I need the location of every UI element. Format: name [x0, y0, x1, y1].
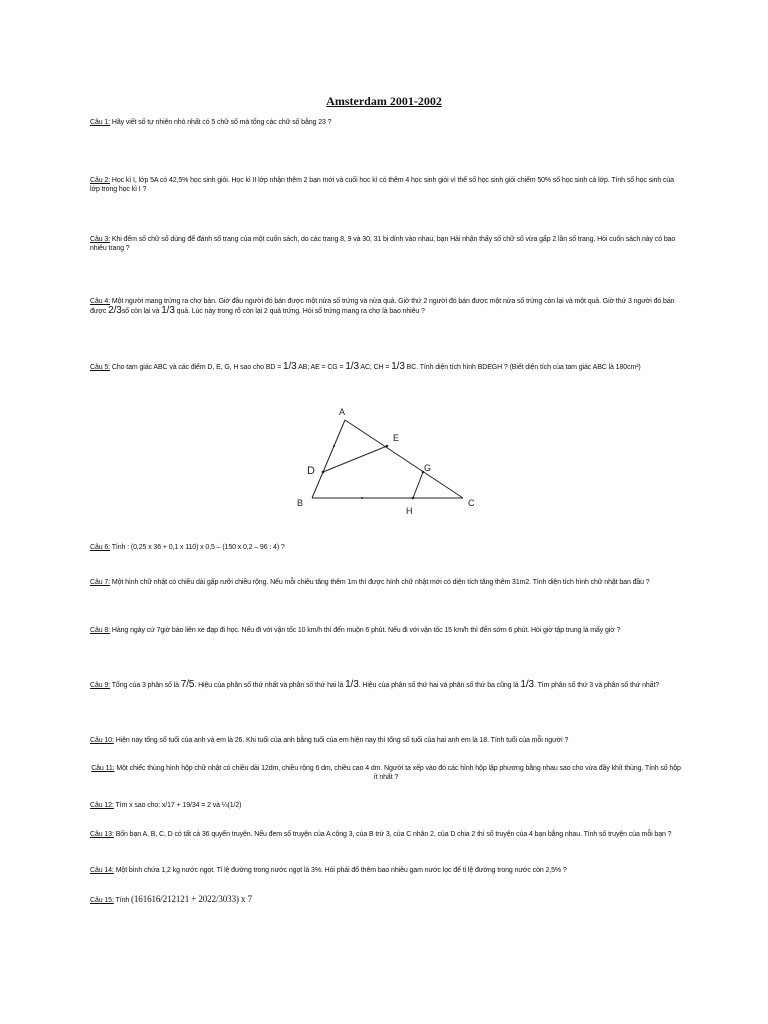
label-h: H — [406, 506, 413, 516]
label-c: C — [468, 498, 475, 508]
question-label: Câu 13: — [90, 831, 114, 838]
question-label: Câu 5: — [90, 364, 111, 371]
question-text-part: Tính — [115, 897, 131, 904]
fraction: 1/3 — [520, 679, 534, 690]
segment-gh — [413, 472, 423, 498]
question-text-part: Một người mang trứng ra chợ bán. Giờ đầu người đó bán được một nửa số trứng và nửa quả. Giờ thứ 2 người đó bán được một nửa số trứng còn lại và một quả. Giờ thứ 3 người đó bán được — [90, 298, 675, 315]
question-label: Câu 10: — [90, 737, 114, 744]
question-6 — [90, 543, 682, 552]
question-label: Câu 12: — [90, 802, 114, 809]
question-label: Câu 9: — [90, 682, 111, 689]
question-text: Một chiếc thùng hình hộp chữ nhật có chiều dài 12dm, chiều rộng 6 dm, chiều cao 4 dm. Người ta xếp vào đó các hình hộp lập phương bằng nhau sao cho vừa đầy khít thùng. Tính số hộp ít nhất ? — [116, 765, 681, 781]
question-text-part: . Hiệu của phân số thứ nhất và phân số thứ hai là — [194, 682, 346, 689]
question-text-part: số còn lại và — [121, 308, 162, 315]
fraction: 2/3 — [108, 305, 122, 316]
question-text: Tìm x sao cho: x/17 + 19/34 = 2 và ¼(1/2) — [115, 802, 242, 809]
question-4 — [90, 297, 682, 316]
question-3 — [90, 235, 682, 253]
question-2 — [90, 176, 682, 194]
question-12 — [90, 801, 682, 810]
question-label: Câu 11: — [91, 765, 115, 772]
question-text-part: AB; AE = CG = — [296, 364, 346, 371]
question-text: Một bình chứa 1,2 kg nước ngọt. Tỉ lệ đường trong nước ngọt là 3%. Hỏi phải đổ thêm bao nhiêu gam nước lọc để tỉ lệ đường trong nước còn 2,5% ? — [115, 867, 567, 874]
question-10 — [90, 736, 682, 745]
question-text-part: BC. Tính diện tích hình BDEGH ? (Biết diện tích của tam giác ABC là 180cm²) — [404, 364, 641, 371]
fraction: 1/3 — [345, 361, 359, 372]
question-text-part: Tổng của 3 phân số là — [111, 682, 181, 689]
question-label: Câu 2: — [90, 177, 111, 184]
question-label: Câu 3: — [90, 236, 111, 243]
question-label: Câu 7: — [90, 579, 111, 586]
label-e: E — [393, 433, 400, 443]
question-label: Câu 15: — [90, 897, 114, 904]
question-11 — [90, 764, 682, 782]
label-a: A — [339, 407, 346, 417]
point-h — [412, 497, 415, 500]
question-label: Câu 14: — [90, 867, 114, 874]
expression: (161616/212121 + 2022/3033) x 7 — [131, 894, 252, 904]
question-8 — [90, 626, 682, 635]
question-text-part: Cho tam giác ABC và các điểm D, E, G, H sao cho BD = — [111, 364, 284, 371]
fraction: 1/3 — [391, 361, 405, 372]
question-13 — [90, 830, 682, 839]
segment-ac — [345, 420, 463, 498]
question-9 — [90, 680, 682, 690]
question-text-part: AC; CH = — [358, 364, 392, 371]
question-text-part: . Tìm phân số thứ 3 và phân số thứ nhất? — [534, 682, 660, 689]
label-d: D — [307, 465, 315, 477]
question-text: Bốn bạn A, B, C, D có tất cả 36 quyển truyện. Nếu đem số truyện của A cộng 3, của B trừ 3, của C nhân 2, của D chia 2 thì số truyện của 4 bạn bằng nhau. Tính số truyện của mỗi bạn ? — [115, 831, 672, 838]
question-text-part: quả. Lúc này trong rổ còn lại 2 quả trứng. Hỏi số trứng mang ra chợ là bao nhiêu ? — [174, 308, 425, 315]
label-g: G — [424, 463, 432, 473]
question-text: Học kì I, lớp 5A có 42,5% học sinh giỏi. Học kì II lớp nhận thêm 2 bạn mới và cuối học kì có thêm 4 học sinh giỏi vì thế số học sinh giỏi chiếm 50% số học sinh cả lớp. Tính số học sinh của lớp trong học kì I ? — [90, 177, 674, 193]
question-text: Hiện nay tổng số tuổi của anh và em là 26. Khi tuổi của anh bằng tuổi của em hiện nay thì tổng số tuổi của hai anh em là 18. Tính tuổi của mỗi người ? — [115, 737, 569, 744]
question-text: Khi đếm số chữ số dùng để đánh số trang của một cuốn sách, do các trang 8, 9 và 30, 31 bị dính vào nhau, bạn Hải nhận thấy số chữ số vừa gấp 2 lần số trang. Hỏi cuốn sách này có bao nhiêu trang ? — [90, 236, 676, 252]
question-text: Hãy viết số tự nhiên nhỏ nhất có 5 chữ số mà tổng các chữ số bằng 23 ? — [111, 119, 332, 126]
fraction: 1/3 — [283, 361, 297, 372]
question-text-part: . Hiệu của phân số thứ hai và phân số thứ ba cũng là — [358, 682, 521, 689]
question-text: Tính : (0,25 x 36 + 0,1 x 110) x 0,5 – (150 x 0,2 – 96 : 4) ? — [111, 544, 285, 551]
triangle-figure — [290, 398, 490, 523]
tick-mark — [333, 445, 335, 447]
question-label: Câu 4: — [90, 298, 111, 305]
question-label: Câu 1: — [90, 119, 111, 126]
question-7 — [90, 578, 682, 587]
question-5 — [90, 362, 682, 372]
question-14 — [90, 866, 682, 875]
fraction: 1/3 — [345, 679, 359, 690]
page-title: Amsterdam 2001-2002 — [326, 94, 442, 108]
question-text: Hàng ngày cứ 7giờ bảo liên xe đạp đi học. Nếu đi với vận tốc 10 km/h thì đến muộn 6 phút. Nếu đi với vận tốc 15 km/h thì đến sớm 6 phút. Hỏi giờ tập trung là mấy giờ ? — [111, 627, 621, 634]
fraction: 1/3 — [161, 305, 175, 316]
point-e — [386, 445, 389, 448]
question-label: Câu 8: — [90, 627, 111, 634]
question-1 — [90, 118, 682, 127]
tick-mark — [361, 497, 363, 499]
point-d — [322, 471, 325, 474]
label-b: B — [297, 498, 304, 508]
question-15 — [90, 895, 682, 905]
segment-ab — [312, 420, 345, 498]
question-label: Câu 6: — [90, 544, 111, 551]
fraction: 7/5 — [180, 679, 195, 690]
question-text: Một hình chữ nhật có chiều dài gấp rưỡi chiều rộng. Nếu mỗi chiều tăng thêm 1m thì được hình chữ nhật mới có diện tích tăng thêm 31m2. Tính diện tích hình chữ nhật ban đầu ? — [111, 579, 650, 586]
